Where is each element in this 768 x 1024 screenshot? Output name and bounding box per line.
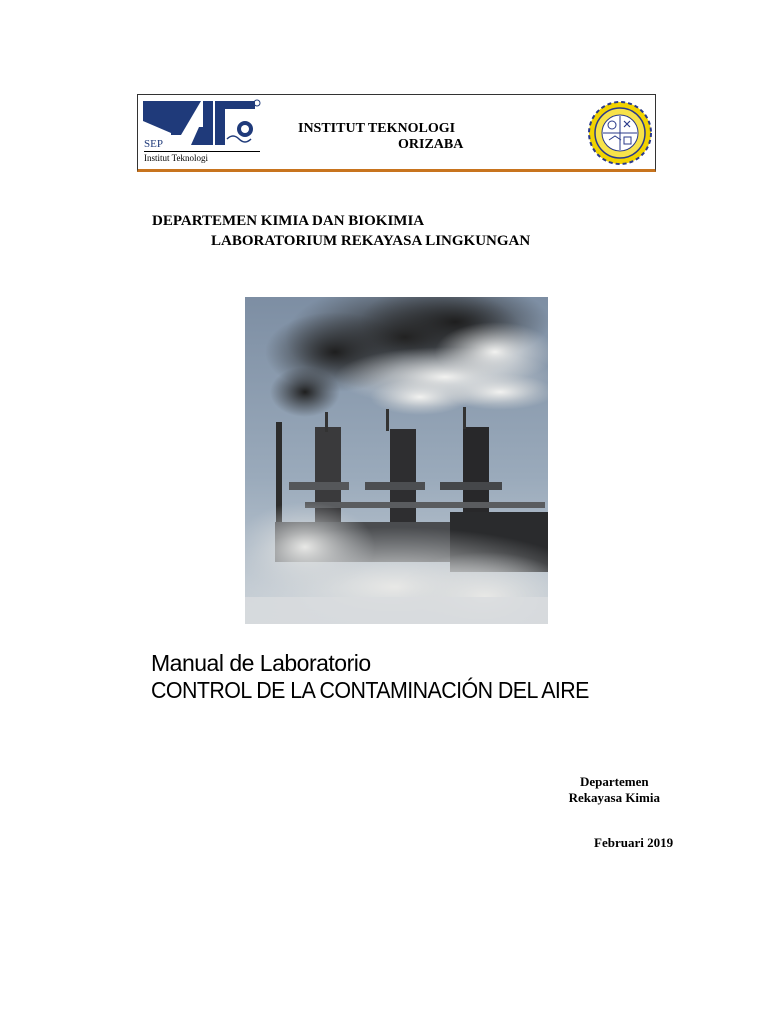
- header-box: [137, 94, 656, 172]
- institution-title: INSTITUT TEKNOLOGI: [298, 121, 456, 136]
- publication-date: Februari 2019: [594, 835, 674, 850]
- laboratory-name: LABORATORIUM REKAYASA LINGKUNGAN: [211, 233, 531, 249]
- manual-subtitle: CONTROL DE LA CONTAMINACIÓN DEL AIRE: [151, 677, 589, 703]
- smokestacks-photo: [245, 297, 548, 624]
- tec-logo: [141, 99, 261, 165]
- department-name: DEPARTEMEN KIMIA DAN BIOKIMIA: [152, 213, 425, 229]
- institution-label: Institut Teknologi: [144, 151, 260, 164]
- gear-seal-icon: [587, 100, 653, 166]
- credits-department: Departemen: [580, 774, 649, 789]
- credits-block: [569, 774, 660, 806]
- factory-smoke-image: [245, 297, 548, 624]
- credits-section: Rekayasa Kimia: [568, 790, 660, 805]
- gear-seal: [587, 100, 653, 166]
- institution-subtitle: ORIZABA: [398, 137, 464, 152]
- manual-title: Manual de Laboratorio: [151, 650, 371, 676]
- sep-label: SEP: [144, 138, 163, 150]
